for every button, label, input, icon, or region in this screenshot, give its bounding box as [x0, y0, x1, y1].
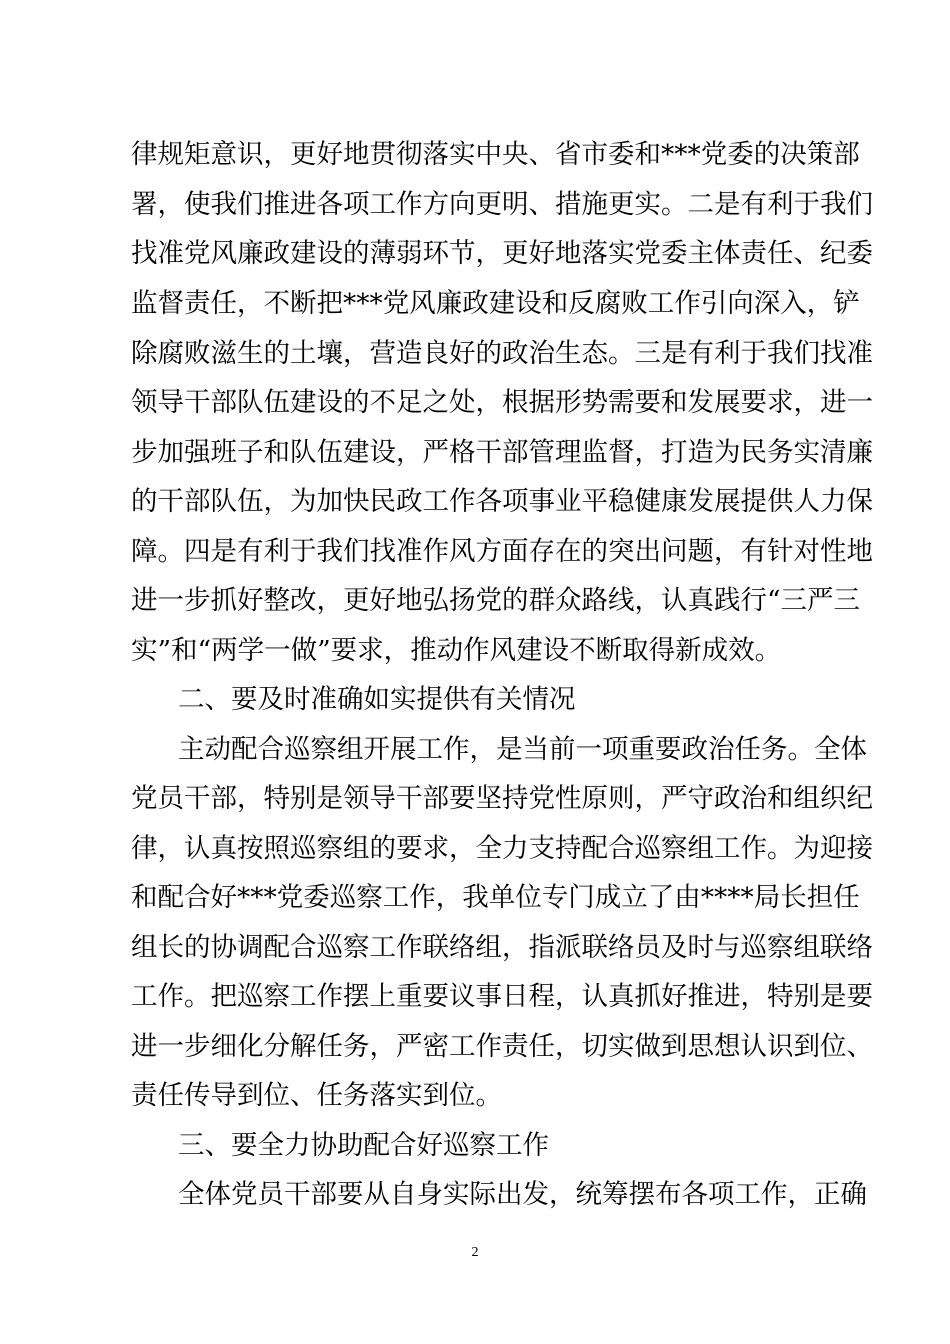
paragraph-line: 除腐败滋生的土壤，营造良好的政治生态。三是有利于我们找准 — [131, 338, 873, 369]
paragraph-line: 责任传导到位、任务落实到位。 — [131, 1080, 502, 1111]
paragraph-line: 党员干部，特别是领导干部要坚持党性原则，严守政治和组织纪 — [131, 783, 873, 814]
paragraph-line: 步加强班子和队伍建设，严格干部管理监督，打造为民务实清廉 — [131, 437, 873, 468]
page-number: 2 — [471, 1245, 479, 1260]
paragraph-line: 律，认真按照巡察组的要求，全力支持配合巡察组工作。为迎接 — [131, 833, 873, 864]
section-heading-3: 三、要全力协助配合好巡察工作 — [178, 1130, 549, 1161]
paragraph-line: 工作。把巡察工作摆上重要议事日程，认真抓好推进，特别是要 — [131, 981, 873, 1012]
paragraph-line: 实”和“两学一做”要求，推动作风建设不断取得新成效。 — [131, 635, 782, 666]
paragraph-line: 的干部队伍，为加快民政工作各项事业平稳健康发展提供人力保 — [131, 486, 873, 517]
paragraph-line: 组长的协调配合巡察工作联络组，指派联络员及时与巡察组联络 — [131, 932, 873, 963]
paragraph-line: 全体党员干部要从自身实际出发，统筹摆布各项工作，正确 — [178, 1179, 867, 1210]
paragraph-line: 主动配合巡察组开展工作，是当前一项重要政治任务。全体 — [178, 734, 867, 765]
paragraph-line: 找准党风廉政建设的薄弱环节，更好地落实党委主体责任、纪委 — [131, 238, 873, 269]
paragraph-line: 和配合好***党委巡察工作，我单位专门成立了由****局长担任 — [131, 882, 860, 913]
paragraph-line: 领导干部队伍建设的不足之处，根据形势需要和发展要求，进一 — [131, 387, 873, 418]
paragraph-line: 监督责任，不断把***党风廉政建设和反腐败工作引向深入，铲 — [131, 288, 860, 319]
paragraph-line: 律规矩意识，更好地贯彻落实中央、省市委和***党委的决策部 — [131, 139, 860, 170]
paragraph-line: 进一步抓好整改，更好地弘扬党的群众路线，认真践行“三严三 — [131, 585, 861, 616]
paragraph-line: 障。四是有利于我们找准作风方面存在的突出问题，有针对性地 — [131, 536, 873, 567]
section-heading-2: 二、要及时准确如实提供有关情况 — [178, 684, 576, 715]
paragraph-line: 进一步细化分解任务，严密工作责任，切实做到思想认识到位、 — [131, 1031, 873, 1062]
paragraph-line: 署，使我们推进各项工作方向更明、措施更实。二是有利于我们 — [131, 189, 873, 220]
